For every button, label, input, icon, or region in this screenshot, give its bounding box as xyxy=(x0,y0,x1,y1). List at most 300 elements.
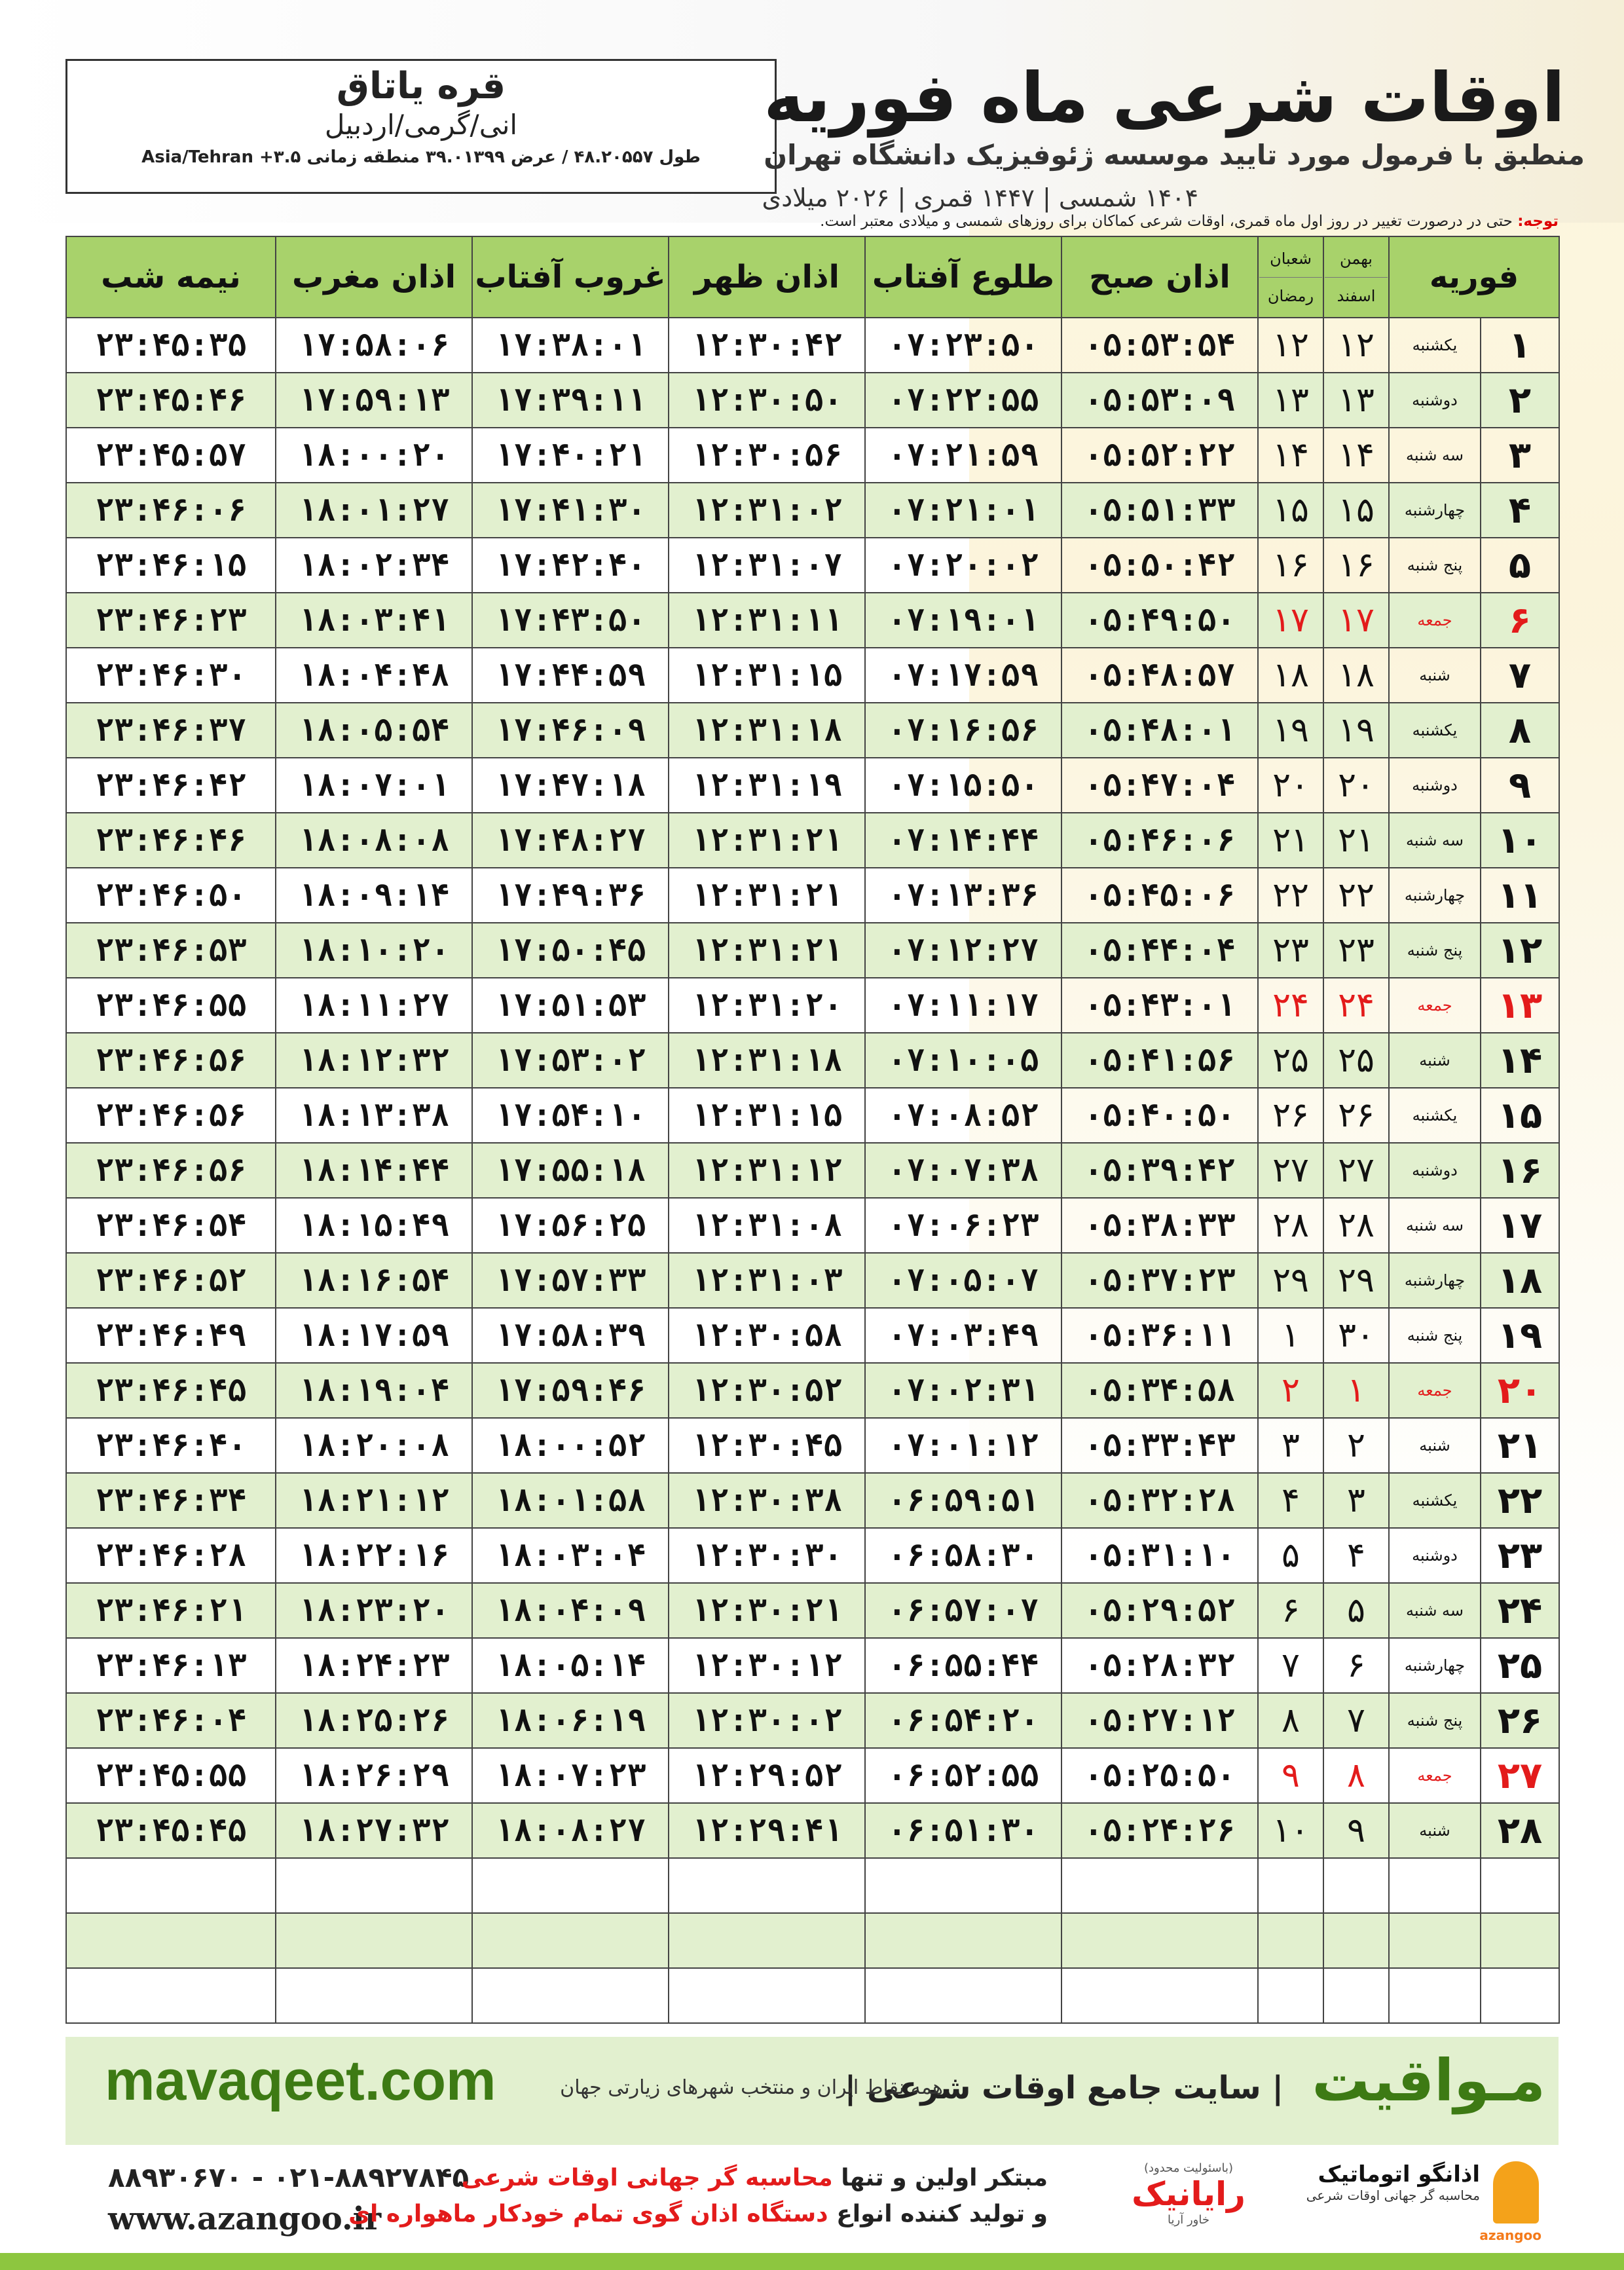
row-dhuhr: ۱۲:۳۱:۰۸ xyxy=(669,1198,865,1253)
row-sunset: ۱۷:۴۹:۳۶ xyxy=(472,868,669,923)
row-maghrib: ۱۸:۱۴:۴۴ xyxy=(276,1143,472,1198)
empty-cell xyxy=(472,1913,669,1968)
row-dhuhr: ۱۲:۳۰:۰۲ xyxy=(669,1693,865,1748)
row-sunrise: ۰۷:۲۱:۰۱ xyxy=(865,483,1061,538)
row-weekday: جمعه xyxy=(1389,593,1481,648)
row-solar-date: ۲۵ xyxy=(1323,1033,1389,1088)
row-day: ۱۵ xyxy=(1481,1088,1559,1143)
promo2-text: و تولید کننده انواع xyxy=(836,2201,1048,2227)
row-midnight: ۲۳:۴۵:۳۵ xyxy=(66,318,276,373)
empty-cell xyxy=(669,1913,865,1968)
row-sunset: ۱۷:۴۰:۲۱ xyxy=(472,428,669,483)
table-header-row xyxy=(66,236,1559,318)
row-sunrise: ۰۷:۱۰:۰۵ xyxy=(865,1033,1061,1088)
row-midnight: ۲۳:۴۶:۵۲ xyxy=(66,1253,276,1308)
row-sunrise: ۰۷:۱۷:۵۹ xyxy=(865,648,1061,703)
row-fajr: ۰۵:۴۱:۵۶ xyxy=(1061,1033,1258,1088)
table-row xyxy=(66,1638,1559,1693)
row-sunset: ۱۷:۴۸:۲۷ xyxy=(472,813,669,868)
row-fajr: ۰۵:۵۲:۲۲ xyxy=(1061,428,1258,483)
table-row xyxy=(66,758,1559,813)
row-sunrise: ۰۷:۲۱:۵۹ xyxy=(865,428,1061,483)
header-maghrib: اذان مغرب xyxy=(276,236,472,318)
row-midnight: ۲۳:۴۶:۲۳ xyxy=(66,593,276,648)
row-midnight: ۲۳:۴۶:۵۶ xyxy=(66,1088,276,1143)
row-day: ۲۶ xyxy=(1481,1693,1559,1748)
promo1-highlight: محاسبه گر جهانی اوقات شرعی xyxy=(461,2165,833,2191)
row-lunar-date: ۱۵ xyxy=(1258,483,1323,538)
row-fajr: ۰۵:۴۷:۰۴ xyxy=(1061,758,1258,813)
row-fajr: ۰۵:۴۴:۰۴ xyxy=(1061,923,1258,978)
row-sunset: ۱۷:۳۹:۱۱ xyxy=(472,373,669,428)
row-solar-date: ۴ xyxy=(1323,1528,1389,1583)
row-solar-date: ۲۴ xyxy=(1323,978,1389,1033)
row-dhuhr: ۱۲:۳۰:۵۶ xyxy=(669,428,865,483)
row-sunset: ۱۷:۵۷:۳۳ xyxy=(472,1253,669,1308)
row-sunset: ۱۷:۴۴:۵۹ xyxy=(472,648,669,703)
row-maghrib: ۱۷:۵۹:۱۳ xyxy=(276,373,472,428)
row-solar-date: ۷ xyxy=(1323,1693,1389,1748)
row-sunset: ۱۸:۰۱:۵۸ xyxy=(472,1473,669,1528)
row-lunar-date: ۲۹ xyxy=(1258,1253,1323,1308)
row-midnight: ۲۳:۴۶:۵۳ xyxy=(66,923,276,978)
row-midnight: ۲۳:۴۶:۳۰ xyxy=(66,648,276,703)
city-region: انی/گرمی/اردبیل xyxy=(324,109,518,141)
row-solar-date: ۳ xyxy=(1323,1473,1389,1528)
row-maghrib: ۱۸:۱۵:۴۹ xyxy=(276,1198,472,1253)
row-midnight: ۲۳:۴۶:۴۰ xyxy=(66,1418,276,1473)
row-dhuhr: ۱۲:۳۱:۱۵ xyxy=(669,648,865,703)
row-dhuhr: ۱۲:۳۰:۵۲ xyxy=(669,1363,865,1418)
header-lunar-top: شعبان xyxy=(1259,250,1322,278)
row-sunset: ۱۷:۵۹:۴۶ xyxy=(472,1363,669,1418)
row-weekday: پنج شنبه xyxy=(1389,1693,1481,1748)
row-maghrib: ۱۸:۰۹:۱۴ xyxy=(276,868,472,923)
row-sunset: ۱۷:۵۳:۰۲ xyxy=(472,1033,669,1088)
row-sunset: ۱۷:۵۴:۱۰ xyxy=(472,1088,669,1143)
row-lunar-date: ۲۶ xyxy=(1258,1088,1323,1143)
row-lunar-date: ۷ xyxy=(1258,1638,1323,1693)
row-weekday: جمعه xyxy=(1389,1748,1481,1803)
row-day: ۲ xyxy=(1481,373,1559,428)
empty-cell xyxy=(1258,1913,1323,1968)
table-row xyxy=(66,483,1559,538)
row-maghrib: ۱۸:۲۲:۱۶ xyxy=(276,1528,472,1583)
row-midnight: ۲۳:۴۶:۳۷ xyxy=(66,703,276,758)
empty-cell xyxy=(472,1968,669,2023)
row-day: ۴ xyxy=(1481,483,1559,538)
row-weekday: شنبه xyxy=(1389,1418,1481,1473)
row-dhuhr: ۱۲:۲۹:۵۲ xyxy=(669,1748,865,1803)
row-fajr: ۰۵:۳۹:۴۲ xyxy=(1061,1143,1258,1198)
city-info-box xyxy=(65,59,777,194)
row-solar-date: ۲ xyxy=(1323,1418,1389,1473)
row-day: ۶ xyxy=(1481,593,1559,648)
row-fajr: ۰۵:۵۱:۳۳ xyxy=(1061,483,1258,538)
note-label: توجه: xyxy=(1517,213,1559,230)
row-sunrise: ۰۶:۵۱:۳۰ xyxy=(865,1803,1061,1858)
row-lunar-date: ۸ xyxy=(1258,1693,1323,1748)
row-maghrib: ۱۸:۲۷:۳۲ xyxy=(276,1803,472,1858)
row-weekday: سه شنبه xyxy=(1389,1198,1481,1253)
azangoo-mark-icon xyxy=(1479,2161,1541,2243)
row-dhuhr: ۱۲:۳۱:۲۰ xyxy=(669,978,865,1033)
row-weekday: سه شنبه xyxy=(1389,428,1481,483)
row-sunset: ۱۸:۰۰:۵۲ xyxy=(472,1418,669,1473)
rayanik-logo xyxy=(1113,2161,1264,2233)
table-body xyxy=(66,318,1559,2023)
row-midnight: ۲۳:۴۵:۴۶ xyxy=(66,373,276,428)
row-sunrise: ۰۷:۰۳:۴۹ xyxy=(865,1308,1061,1363)
row-fajr: ۰۵:۲۸:۳۲ xyxy=(1061,1638,1258,1693)
row-sunset: ۱۷:۳۸:۰۱ xyxy=(472,318,669,373)
table-row xyxy=(66,1748,1559,1803)
row-dhuhr: ۱۲:۳۱:۰۲ xyxy=(669,483,865,538)
empty-cell xyxy=(276,1858,472,1913)
empty-cell xyxy=(669,1968,865,2023)
row-dhuhr: ۱۲:۳۱:۱۸ xyxy=(669,703,865,758)
row-fajr: ۰۵:۴۵:۰۶ xyxy=(1061,868,1258,923)
row-day: ۱۶ xyxy=(1481,1143,1559,1198)
rayanik-small-text: (باسئولیت محدود) xyxy=(1143,2161,1234,2175)
row-midnight: ۲۳:۴۵:۵۷ xyxy=(66,428,276,483)
row-weekday: یکشنبه xyxy=(1389,1088,1481,1143)
row-weekday: سه شنبه xyxy=(1389,1583,1481,1638)
prayer-times-table xyxy=(65,236,1560,2024)
row-solar-date: ۱۹ xyxy=(1323,703,1389,758)
header-solar-top: بهمن xyxy=(1325,250,1388,278)
table-row xyxy=(66,978,1559,1033)
row-maghrib: ۱۸:۰۳:۴۱ xyxy=(276,593,472,648)
row-weekday: شنبه xyxy=(1389,1803,1481,1858)
empty-cell xyxy=(1389,1858,1481,1913)
row-solar-date: ۵ xyxy=(1323,1583,1389,1638)
row-solar-date: ۱ xyxy=(1323,1363,1389,1418)
promo1-text: مبتکر اولین و تنها xyxy=(841,2165,1048,2191)
row-dhuhr: ۱۲:۳۱:۱۲ xyxy=(669,1143,865,1198)
row-lunar-date: ۱۲ xyxy=(1258,318,1323,373)
table-row xyxy=(66,813,1559,868)
table-row xyxy=(66,1583,1559,1638)
empty-cell xyxy=(865,1858,1061,1913)
empty-cell xyxy=(1258,1968,1323,2023)
promo-line-1 xyxy=(462,2165,1048,2191)
row-fajr: ۰۵:۵۳:۵۴ xyxy=(1061,318,1258,373)
row-dhuhr: ۱۲:۳۱:۱۹ xyxy=(669,758,865,813)
row-lunar-date: ۱۰ xyxy=(1258,1803,1323,1858)
row-dhuhr: ۱۲:۳۱:۱۵ xyxy=(669,1088,865,1143)
row-midnight: ۲۳:۴۵:۴۵ xyxy=(66,1803,276,1858)
empty-cell xyxy=(1323,1913,1389,1968)
row-maghrib: ۱۷:۵۸:۰۶ xyxy=(276,318,472,373)
row-sunrise: ۰۷:۰۵:۰۷ xyxy=(865,1253,1061,1308)
row-day: ۱۰ xyxy=(1481,813,1559,868)
row-day: ۱۳ xyxy=(1481,978,1559,1033)
row-sunrise: ۰۶:۵۹:۵۱ xyxy=(865,1473,1061,1528)
table-row xyxy=(66,648,1559,703)
row-fajr: ۰۵:۲۵:۵۰ xyxy=(1061,1748,1258,1803)
site-url[interactable]: mavaqeet.com xyxy=(105,2049,496,2112)
empty-cell xyxy=(1258,1858,1323,1913)
row-weekday: یکشنبه xyxy=(1389,703,1481,758)
row-lunar-date: ۶ xyxy=(1258,1583,1323,1638)
row-sunset: ۱۷:۵۶:۲۵ xyxy=(472,1198,669,1253)
row-maghrib: ۱۸:۰۲:۳۴ xyxy=(276,538,472,593)
row-dhuhr: ۱۲:۳۰:۴۲ xyxy=(669,318,865,373)
row-solar-date: ۲۲ xyxy=(1323,868,1389,923)
row-day: ۱۷ xyxy=(1481,1198,1559,1253)
row-dhuhr: ۱۲:۳۰:۳۸ xyxy=(669,1473,865,1528)
table-row xyxy=(66,1693,1559,1748)
row-lunar-date: ۹ xyxy=(1258,1748,1323,1803)
row-weekday: شنبه xyxy=(1389,648,1481,703)
row-sunset: ۱۸:۰۸:۲۷ xyxy=(472,1803,669,1858)
row-midnight: ۲۳:۴۶:۴۶ xyxy=(66,813,276,868)
row-dhuhr: ۱۲:۳۱:۱۱ xyxy=(669,593,865,648)
header-lunar-bottom: رمضان xyxy=(1267,286,1314,305)
page-title: اوقات شرعی ماه فوریه xyxy=(764,58,1565,138)
row-sunrise: ۰۷:۱۵:۵۰ xyxy=(865,758,1061,813)
row-weekday: سه شنبه xyxy=(1389,813,1481,868)
row-weekday: شنبه xyxy=(1389,1033,1481,1088)
row-dhuhr: ۱۲:۳۱:۲۱ xyxy=(669,923,865,978)
row-sunset: ۱۷:۵۰:۴۵ xyxy=(472,923,669,978)
row-day: ۱۸ xyxy=(1481,1253,1559,1308)
row-solar-date: ۱۳ xyxy=(1323,373,1389,428)
row-weekday: پنج شنبه xyxy=(1389,538,1481,593)
table-row xyxy=(66,1418,1559,1473)
row-fajr: ۰۵:۴۶:۰۶ xyxy=(1061,813,1258,868)
row-sunrise: ۰۶:۵۲:۵۵ xyxy=(865,1748,1061,1803)
row-solar-date: ۱۶ xyxy=(1323,538,1389,593)
table-row xyxy=(66,703,1559,758)
row-maghrib: ۱۸:۰۵:۵۴ xyxy=(276,703,472,758)
row-fajr: ۰۵:۳۴:۵۸ xyxy=(1061,1363,1258,1418)
table-row xyxy=(66,1198,1559,1253)
empty-row xyxy=(66,1913,1559,1968)
row-sunrise: ۰۷:۱۱:۱۷ xyxy=(865,978,1061,1033)
row-day: ۱ xyxy=(1481,318,1559,373)
row-day: ۲۷ xyxy=(1481,1748,1559,1803)
row-sunrise: ۰۷:۲۲:۵۵ xyxy=(865,373,1061,428)
row-midnight: ۲۳:۴۶:۲۸ xyxy=(66,1528,276,1583)
row-day: ۱۹ xyxy=(1481,1308,1559,1363)
row-day: ۱۱ xyxy=(1481,868,1559,923)
row-weekday: چهارشنبه xyxy=(1389,1638,1481,1693)
row-solar-date: ۱۷ xyxy=(1323,593,1389,648)
row-sunrise: ۰۷:۲۰:۰۲ xyxy=(865,538,1061,593)
azangoo-url[interactable]: www.azangoo.ir xyxy=(108,2201,382,2237)
header-solar xyxy=(1323,236,1389,318)
row-fajr: ۰۵:۵۰:۴۲ xyxy=(1061,538,1258,593)
row-midnight: ۲۳:۴۶:۳۴ xyxy=(66,1473,276,1528)
azangoo-logo xyxy=(1290,2161,1541,2243)
row-maghrib: ۱۸:۱۱:۲۷ xyxy=(276,978,472,1033)
row-sunrise: ۰۷:۰۲:۳۱ xyxy=(865,1363,1061,1418)
row-maghrib: ۱۸:۲۳:۲۰ xyxy=(276,1583,472,1638)
empty-cell xyxy=(865,1968,1061,2023)
brand-tagline: | سایت جامع اوقات شرعی | xyxy=(844,2070,1283,2106)
row-weekday: دوشنبه xyxy=(1389,758,1481,813)
row-dhuhr: ۱۲:۳۱:۰۷ xyxy=(669,538,865,593)
row-midnight: ۲۳:۴۶:۰۶ xyxy=(66,483,276,538)
row-sunset: ۱۷:۴۱:۳۰ xyxy=(472,483,669,538)
row-fajr: ۰۵:۳۶:۱۱ xyxy=(1061,1308,1258,1363)
calendar-years: ۱۴۰۴ شمسی | ۱۴۴۷ قمری | ۲۰۲۶ میلادی xyxy=(762,183,1198,212)
empty-row xyxy=(66,1968,1559,2023)
phone-numbers: ۰۲۱-۸۸۹۲۷۸۴۵ - ۸۸۹۳۰۶۷۰ xyxy=(108,2161,470,2193)
row-lunar-date: ۲۵ xyxy=(1258,1033,1323,1088)
empty-row xyxy=(66,1858,1559,1913)
row-maghrib: ۱۸:۰۱:۲۷ xyxy=(276,483,472,538)
row-sunrise: ۰۷:۱۴:۴۴ xyxy=(865,813,1061,868)
row-sunset: ۱۷:۴۲:۴۰ xyxy=(472,538,669,593)
row-day: ۹ xyxy=(1481,758,1559,813)
row-solar-date: ۶ xyxy=(1323,1638,1389,1693)
row-weekday: چهارشنبه xyxy=(1389,483,1481,538)
row-dhuhr: ۱۲:۳۱:۲۱ xyxy=(669,868,865,923)
header-lunar xyxy=(1258,236,1323,318)
empty-cell xyxy=(1481,1858,1559,1913)
row-sunrise: ۰۶:۵۷:۰۷ xyxy=(865,1583,1061,1638)
table-row xyxy=(66,1143,1559,1198)
row-sunset: ۱۷:۵۱:۵۳ xyxy=(472,978,669,1033)
row-sunset: ۱۷:۴۶:۰۹ xyxy=(472,703,669,758)
row-sunrise: ۰۷:۲۳:۵۰ xyxy=(865,318,1061,373)
row-solar-date: ۱۵ xyxy=(1323,483,1389,538)
row-weekday: جمعه xyxy=(1389,978,1481,1033)
rayanik-side: خاور آریا xyxy=(1168,2213,1209,2227)
row-solar-date: ۲۶ xyxy=(1323,1088,1389,1143)
table-row xyxy=(66,868,1559,923)
row-fajr: ۰۵:۴۰:۵۰ xyxy=(1061,1088,1258,1143)
row-fajr: ۰۵:۲۴:۲۶ xyxy=(1061,1803,1258,1858)
row-day: ۳ xyxy=(1481,428,1559,483)
row-midnight: ۲۳:۴۶:۱۳ xyxy=(66,1638,276,1693)
header-dhuhr: اذان ظهر xyxy=(669,236,865,318)
row-dhuhr: ۱۲:۳۱:۰۳ xyxy=(669,1253,865,1308)
table-row xyxy=(66,1363,1559,1418)
table-row xyxy=(66,428,1559,483)
row-maghrib: ۱۸:۲۴:۲۳ xyxy=(276,1638,472,1693)
row-lunar-date: ۲۷ xyxy=(1258,1143,1323,1198)
row-dhuhr: ۱۲:۳۱:۲۱ xyxy=(669,813,865,868)
header-month: فوریه xyxy=(1389,236,1559,318)
empty-cell xyxy=(66,1968,276,2023)
row-fajr: ۰۵:۳۲:۲۸ xyxy=(1061,1473,1258,1528)
row-dhuhr: ۱۲:۳۰:۱۲ xyxy=(669,1638,865,1693)
row-maghrib: ۱۸:۰۰:۲۰ xyxy=(276,428,472,483)
row-sunrise: ۰۷:۱۳:۳۶ xyxy=(865,868,1061,923)
header-midnight: نیمه شب xyxy=(66,236,276,318)
row-sunrise: ۰۷:۰۶:۲۳ xyxy=(865,1198,1061,1253)
empty-cell xyxy=(669,1858,865,1913)
row-midnight: ۲۳:۴۶:۵۰ xyxy=(66,868,276,923)
row-sunrise: ۰۷:۱۶:۵۶ xyxy=(865,703,1061,758)
row-lunar-date: ۵ xyxy=(1258,1528,1323,1583)
header-fajr: اذان صبح xyxy=(1061,236,1258,318)
row-sunset: ۱۸:۰۵:۱۴ xyxy=(472,1638,669,1693)
row-maghrib: ۱۸:۰۴:۴۸ xyxy=(276,648,472,703)
row-day: ۱۲ xyxy=(1481,923,1559,978)
table-row xyxy=(66,538,1559,593)
table-row xyxy=(66,1088,1559,1143)
row-midnight: ۲۳:۴۶:۵۴ xyxy=(66,1198,276,1253)
empty-cell xyxy=(66,1913,276,1968)
page-subtitle: منطبق با فرمول مورد تایید موسسه ژئوفیزیک دانشگاه تهران xyxy=(764,139,1585,171)
row-weekday: یکشنبه xyxy=(1389,1473,1481,1528)
row-fajr: ۰۵:۳۸:۳۳ xyxy=(1061,1198,1258,1253)
promo2-highlight: دستگاه اذان گوی تمام خودکار ماهواره ای xyxy=(348,2201,828,2227)
row-solar-date: ۲۸ xyxy=(1323,1198,1389,1253)
brand-logo-text: مـواقیت xyxy=(1312,2047,1545,2114)
row-fajr: ۰۵:۳۳:۴۳ xyxy=(1061,1418,1258,1473)
row-maghrib: ۱۸:۲۵:۲۶ xyxy=(276,1693,472,1748)
empty-cell xyxy=(1323,1968,1389,2023)
row-maghrib: ۱۸:۱۹:۰۴ xyxy=(276,1363,472,1418)
row-solar-date: ۲۹ xyxy=(1323,1253,1389,1308)
row-maghrib: ۱۸:۱۲:۳۲ xyxy=(276,1033,472,1088)
bottom-strip xyxy=(0,2253,1624,2270)
row-dhuhr: ۱۲:۳۰:۵۰ xyxy=(669,373,865,428)
note-text: حتی در درصورت تغییر در روز اول ماه قمری، اوقات شرعی کماکان برای روزهای شمسی و میلادی معتبر است. xyxy=(820,213,1513,230)
row-dhuhr: ۱۲:۳۰:۳۰ xyxy=(669,1528,865,1583)
row-day: ۲۰ xyxy=(1481,1363,1559,1418)
row-sunset: ۱۷:۴۳:۵۰ xyxy=(472,593,669,648)
row-fajr: ۰۵:۴۸:۵۷ xyxy=(1061,648,1258,703)
row-weekday: چهارشنبه xyxy=(1389,868,1481,923)
row-maghrib: ۱۸:۱۶:۵۴ xyxy=(276,1253,472,1308)
row-weekday: پنج شنبه xyxy=(1389,1308,1481,1363)
row-dhuhr: ۱۲:۳۰:۲۱ xyxy=(669,1583,865,1638)
empty-cell xyxy=(1323,1858,1389,1913)
row-day: ۲۳ xyxy=(1481,1528,1559,1583)
header-sunrise: طلوع آفتاب xyxy=(865,236,1061,318)
azangoo-en: azangoo xyxy=(1479,2227,1541,2243)
row-fajr: ۰۵:۲۹:۵۲ xyxy=(1061,1583,1258,1638)
row-lunar-date: ۱۹ xyxy=(1258,703,1323,758)
row-lunar-date: ۱۳ xyxy=(1258,373,1323,428)
row-midnight: ۲۳:۴۶:۵۶ xyxy=(66,1143,276,1198)
empty-cell xyxy=(1061,1913,1258,1968)
row-midnight: ۲۳:۴۶:۴۹ xyxy=(66,1308,276,1363)
row-lunar-date: ۱۴ xyxy=(1258,428,1323,483)
row-maghrib: ۱۸:۰۸:۰۸ xyxy=(276,813,472,868)
row-solar-date: ۸ xyxy=(1323,1748,1389,1803)
row-lunar-date: ۴ xyxy=(1258,1473,1323,1528)
table-row xyxy=(66,593,1559,648)
row-maghrib: ۱۸:۲۱:۱۲ xyxy=(276,1473,472,1528)
row-solar-date: ۱۸ xyxy=(1323,648,1389,703)
row-sunrise: ۰۶:۵۵:۴۴ xyxy=(865,1638,1061,1693)
empty-cell xyxy=(472,1858,669,1913)
row-sunset: ۱۸:۰۳:۰۴ xyxy=(472,1528,669,1583)
row-sunrise: ۰۷:۰۸:۵۲ xyxy=(865,1088,1061,1143)
row-sunset: ۱۸:۰۴:۰۹ xyxy=(472,1583,669,1638)
row-sunrise: ۰۷:۱۲:۲۷ xyxy=(865,923,1061,978)
rayanik-name: رایانیک xyxy=(1132,2175,1246,2213)
table-row xyxy=(66,1803,1559,1858)
row-dhuhr: ۱۲:۳۱:۱۸ xyxy=(669,1033,865,1088)
row-lunar-date: ۲۲ xyxy=(1258,868,1323,923)
row-lunar-date: ۲ xyxy=(1258,1363,1323,1418)
row-fajr: ۰۵:۴۸:۰۱ xyxy=(1061,703,1258,758)
row-midnight: ۲۳:۴۵:۵۵ xyxy=(66,1748,276,1803)
row-solar-date: ۱۲ xyxy=(1323,318,1389,373)
row-lunar-date: ۲۴ xyxy=(1258,978,1323,1033)
table-row xyxy=(66,923,1559,978)
row-lunar-date: ۱۷ xyxy=(1258,593,1323,648)
